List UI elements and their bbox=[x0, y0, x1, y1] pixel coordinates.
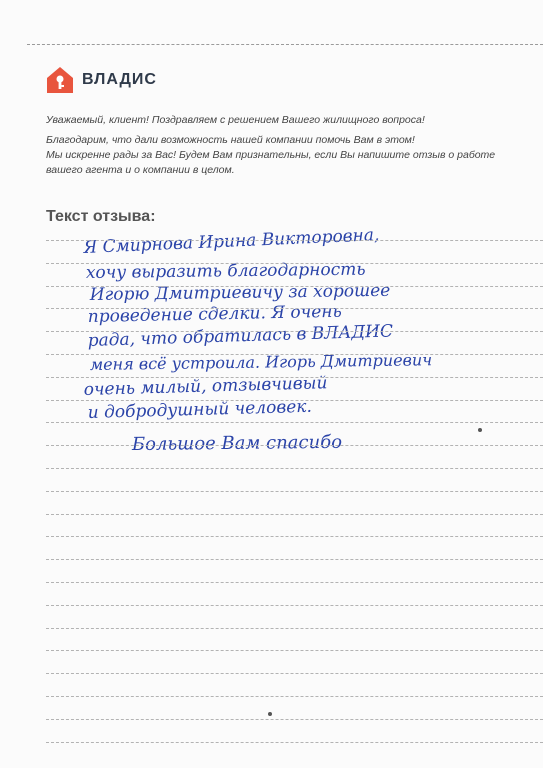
handwritten-line-7: очень милый, отзывчивый bbox=[83, 373, 328, 400]
writing-line bbox=[46, 308, 543, 309]
writing-line bbox=[46, 582, 543, 583]
writing-line bbox=[46, 628, 543, 629]
writing-line bbox=[46, 559, 543, 560]
review-heading: Текст отзыва: bbox=[46, 208, 156, 225]
intro-line-2: Благодарим, что дали возможность нашей компании помочь Вам в этом! bbox=[46, 134, 415, 146]
writing-line bbox=[46, 719, 543, 720]
writing-line bbox=[46, 673, 543, 674]
writing-line bbox=[46, 240, 543, 241]
handwritten-line-1: Я Смирнова Ирина Викторовна, bbox=[83, 225, 380, 258]
handwritten-line-5: рада, что обратилась в ВЛАДИС bbox=[87, 321, 394, 351]
writing-line bbox=[46, 536, 543, 537]
ink-speck bbox=[268, 712, 272, 716]
intro-line-3: Мы искренне рады за Вас! Будем Вам признательны, если Вы напишите отзыв о работе вашего агента и о компании в целом. bbox=[46, 149, 496, 176]
vladis-logo bbox=[46, 66, 157, 94]
handwritten-line-6: меня всё устроила. Игорь Дмитриевич bbox=[89, 350, 433, 374]
writing-line bbox=[46, 445, 543, 446]
writing-line bbox=[46, 263, 543, 264]
intro-line-1: Уважаемый, клиент! Поздравляем с решением Вашего жилищного вопроса! bbox=[46, 114, 425, 126]
ink-speck bbox=[478, 428, 482, 432]
writing-line bbox=[46, 696, 543, 697]
handwritten-line-2: хочу выразить благодарность bbox=[85, 259, 366, 283]
writing-line bbox=[46, 605, 543, 606]
writing-line bbox=[46, 422, 543, 423]
handwritten-line-8: и добродушный человек. bbox=[87, 396, 313, 423]
writing-line bbox=[46, 400, 543, 401]
writing-line bbox=[46, 377, 543, 378]
logo-text: ВЛАДИС bbox=[82, 71, 157, 88]
top-dashed-rule bbox=[27, 44, 543, 45]
writing-line bbox=[46, 354, 543, 355]
writing-line bbox=[46, 286, 543, 287]
writing-line bbox=[46, 514, 543, 515]
writing-line bbox=[46, 331, 543, 332]
writing-line bbox=[46, 491, 543, 492]
writing-line bbox=[46, 742, 543, 743]
handwritten-line-4: проведение сделки. Я очень bbox=[87, 301, 342, 327]
intro-text bbox=[46, 113, 516, 183]
handwritten-line-3: Игорю Дмитриевичу за хорошее bbox=[89, 280, 391, 305]
writing-lines bbox=[46, 225, 543, 761]
writing-line bbox=[46, 650, 543, 651]
handwritten-line-9: Большое Вам спасибо bbox=[131, 431, 343, 455]
house-key-icon bbox=[46, 66, 74, 94]
writing-line bbox=[46, 468, 543, 469]
